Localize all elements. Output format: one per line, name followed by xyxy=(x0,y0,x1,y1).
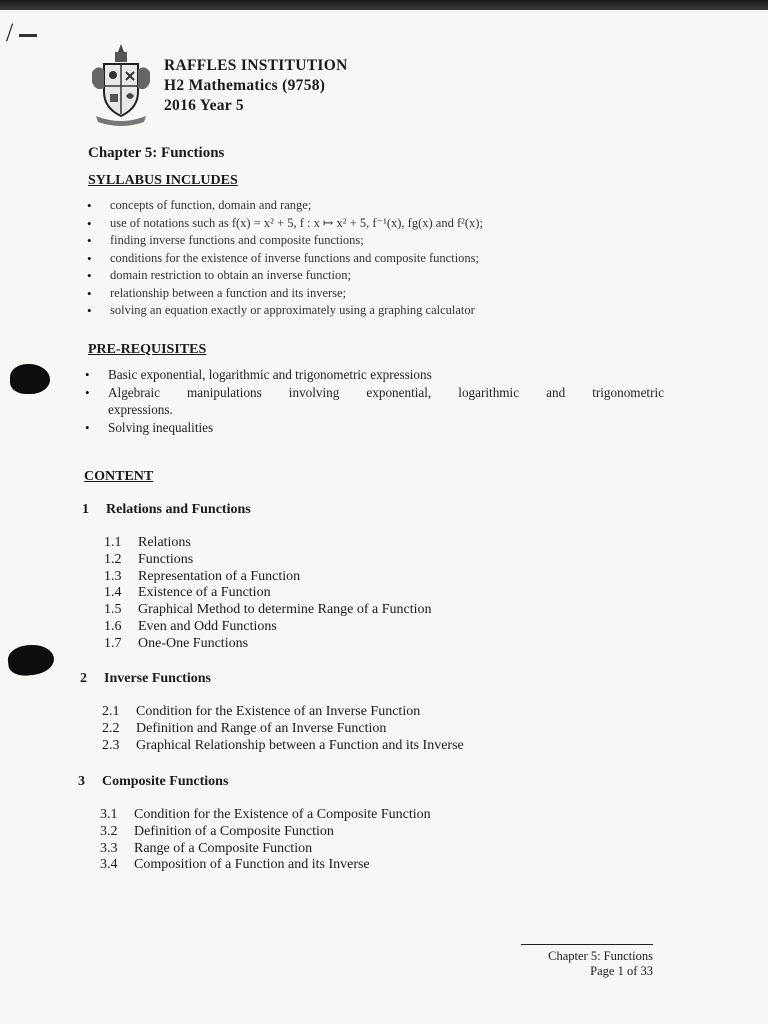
subtopic-row xyxy=(104,619,432,636)
list-item: • Solving inequalities xyxy=(108,419,664,437)
subtopic-row xyxy=(104,535,432,552)
school-crest-icon xyxy=(88,42,154,126)
list-item: • solving an equation exactly or approximately using a graphing calculator xyxy=(110,302,670,320)
subtopic-title: Even and Odd Functions xyxy=(138,618,277,634)
punch-hole-mark xyxy=(10,364,50,394)
list-item: • relationship between a function and its inverse; xyxy=(110,285,670,303)
subtopic-number: 3.2 xyxy=(100,823,118,839)
punch-hole-mark xyxy=(7,643,56,678)
subject-name: H2 Mathematics (9758) xyxy=(164,77,326,94)
syllabus-list xyxy=(110,197,670,320)
subtopic-list xyxy=(102,704,464,754)
subtopic-row xyxy=(104,602,432,619)
topic-heading xyxy=(78,774,228,790)
subtopic-row xyxy=(100,807,431,824)
subtopic-row xyxy=(100,857,431,874)
syllabus-heading: SYLLABUS INCLUDES xyxy=(88,173,238,188)
subtopic-title: Condition for the Existence of an Inverse Function xyxy=(136,704,421,719)
subtopic-title: Relations xyxy=(138,535,191,550)
subtopic-title: Graphical Method to determine Range of a Function xyxy=(138,602,432,618)
subtopic-number: 1.5 xyxy=(104,602,122,618)
topic-title: Inverse Functions xyxy=(104,671,211,686)
subtopic-title: Representation of a Function xyxy=(138,568,301,584)
subtopic-row xyxy=(104,636,432,653)
list-item-continuation: expressions. xyxy=(108,402,173,417)
subtopic-number: 2.3 xyxy=(102,737,120,753)
topic-number: 3 xyxy=(78,774,85,789)
document-header xyxy=(88,42,348,126)
topic-title: Composite Functions xyxy=(102,774,229,789)
subtopic-title: Composition of a Function and its Inverse xyxy=(134,857,370,873)
subtopic-title: Existence of a Function xyxy=(138,585,271,601)
subtopic-number: 1.6 xyxy=(104,618,122,634)
subtopic-title: One-One Functions xyxy=(138,635,249,651)
subtopic-title: Functions xyxy=(138,551,194,567)
topic-number: 1 xyxy=(82,502,89,517)
subtopic-row xyxy=(102,738,464,755)
subtopic-row xyxy=(104,585,432,602)
subtopic-row xyxy=(102,704,464,721)
subtopic-title: Range of a Composite Function xyxy=(134,840,313,856)
page-footer xyxy=(521,944,653,979)
scan-top-edge xyxy=(0,0,768,10)
page-number: Page 1 of 33 xyxy=(590,964,653,978)
topic-title: Relations and Functions xyxy=(106,502,251,517)
list-item: • conditions for the existence of inverse functions and composite functions; xyxy=(110,250,670,268)
institution-name: RAFFLES INSTITUTION xyxy=(164,57,348,74)
subtopic-number: 3.4 xyxy=(100,857,118,873)
content-heading: CONTENT xyxy=(84,469,154,484)
list-item: • use of notations such as f(x) = x² + 5, f : x ↦ x² + 5, f⁻¹(x), fg(x) and f²(x); xyxy=(110,215,670,233)
subtopic-title: Condition for the Existence of a Composite Function xyxy=(134,807,431,822)
subtopic-number: 1.4 xyxy=(104,585,122,601)
topic-number: 2 xyxy=(80,671,87,686)
list-item: • Algebraic manipulations involving exponential, logarithmic and trigonometric xyxy=(108,384,664,402)
subtopic-row xyxy=(102,721,464,738)
prerequisites-heading: PRE-REQUISITES xyxy=(88,342,207,357)
subtopic-number: 1.2 xyxy=(104,551,122,567)
subtopic-row xyxy=(100,841,431,858)
subtopic-number: 2.2 xyxy=(102,720,120,736)
list-item: • Basic exponential, logarithmic and trigonometric expressions xyxy=(108,366,664,384)
subtopic-row xyxy=(104,552,432,569)
subtopic-list xyxy=(104,535,432,653)
subtopic-number: 1.1 xyxy=(104,535,122,550)
subtopic-number: 1.3 xyxy=(104,568,122,584)
subtopic-list xyxy=(100,807,431,874)
footer-chapter: Chapter 5: Functions xyxy=(548,949,653,963)
list-item: • concepts of function, domain and range; xyxy=(110,197,670,215)
pen-mark: / xyxy=(6,18,37,48)
subtopic-number: 3.3 xyxy=(100,840,118,856)
subtopic-row xyxy=(104,569,432,586)
prerequisites-list xyxy=(108,366,664,436)
chapter-title: Chapter 5: Functions xyxy=(88,145,225,161)
topic-heading xyxy=(82,502,251,518)
subtopic-row xyxy=(100,824,431,841)
subtopic-number: 2.1 xyxy=(102,704,120,719)
list-item: • domain restriction to obtain an inverse function; xyxy=(110,267,670,285)
academic-year: 2016 Year 5 xyxy=(164,97,244,114)
topic-heading xyxy=(80,671,211,687)
subtopic-title: Definition and Range of an Inverse Function xyxy=(136,720,387,736)
subtopic-number: 1.7 xyxy=(104,635,122,651)
list-item: • finding inverse functions and composite functions; xyxy=(110,232,670,250)
subtopic-number: 3.1 xyxy=(100,807,118,822)
subtopic-title: Graphical Relationship between a Function and its Inverse xyxy=(136,737,464,753)
subtopic-title: Definition of a Composite Function xyxy=(134,823,334,839)
